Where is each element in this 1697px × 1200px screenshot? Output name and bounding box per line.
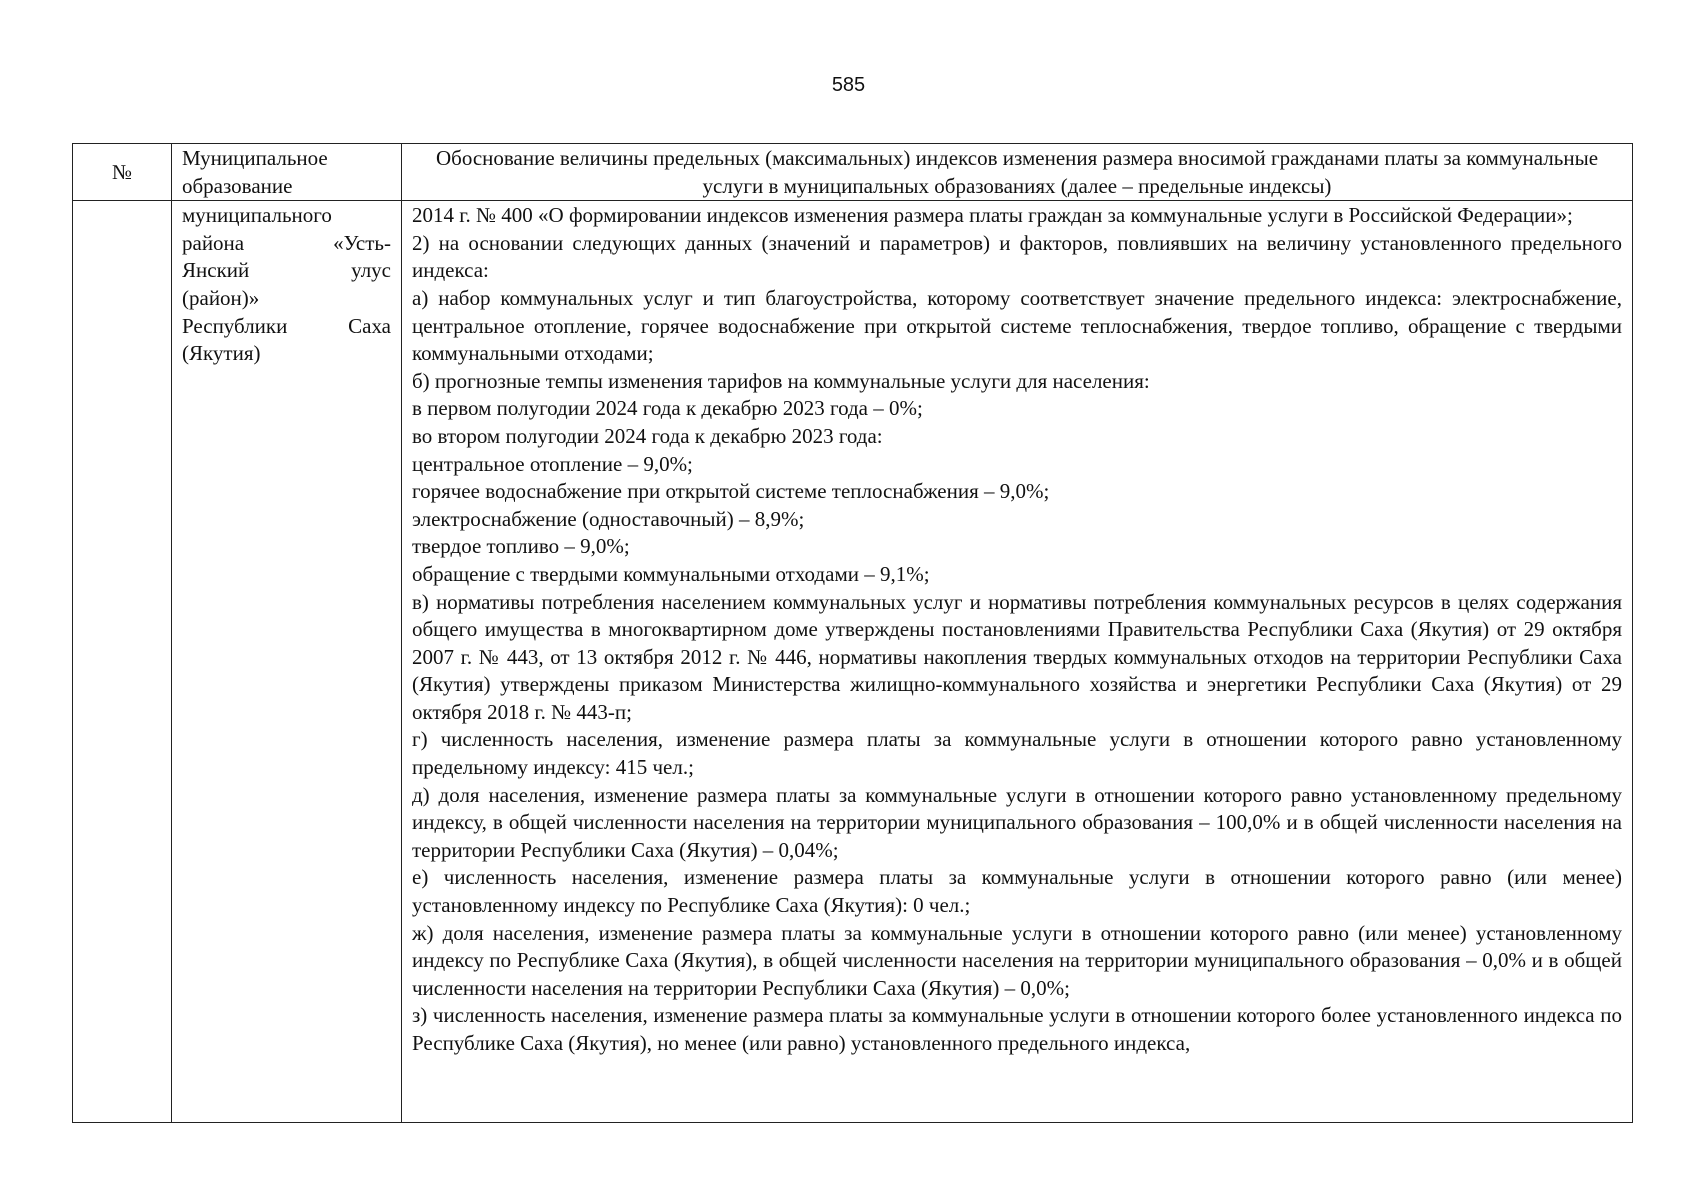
municipality-line: Республики Саха	[182, 313, 391, 338]
table-row	[73, 201, 1633, 1123]
header-municipality: Муниципальное образование	[172, 144, 402, 201]
basis-paragraph: во втором полугодии 2024 года к декабрю 2023 года:	[412, 423, 883, 448]
basis-paragraph: электроснабжение (одноставочный) – 8,9%;	[412, 506, 805, 531]
basis-paragraph: твердое топливо – 9,0%;	[412, 534, 630, 559]
indices-table	[72, 143, 1633, 1123]
municipality-line: района «Усть-	[182, 230, 391, 255]
basis-paragraph: е) численность населения, изменение размера платы за коммунальные услуги в отношении которого равно (или менее) установленному индексу по Республике Саха (Якутия): 0 чел.;	[412, 865, 1622, 918]
basis-paragraph: 2) на основании следующих данных (значений и параметров) и факторов, повлиявших на величину установленного предельного индекса:	[412, 230, 1622, 283]
basis-paragraph: ж) доля населения, изменение размера платы за коммунальные услуги в отношении которого равно (или менее) установленному индексу по Республике Саха (Якутия), в общей численности населения на территории муниципального образования – 0,0% и в общей численности населения на территории Республики Саха (Якутия) – 0,0%;	[412, 920, 1622, 1000]
basis-paragraph: б) прогнозные темпы изменения тарифов на коммунальные услуги для населения:	[412, 368, 1150, 393]
basis-cell	[402, 201, 1633, 1123]
municipality-line: муниципального	[182, 203, 332, 228]
page-number: 585	[831, 74, 866, 96]
basis-paragraph: в) нормативы потребления населением коммунальных услуг и нормативы потребления коммунальных ресурсов в целях содержания общего имущества в многоквартирном доме утверждены постановлениями Правительства Республики Саха (Якутия) от 29 октября 2007 г. № 443, от 13 октября 2012 г. № 446, нормативы накопления твердых коммунальных отходов на территории Республики Саха (Якутия) утверждены приказом Министерства жилищно-коммунального хозяйства и энергетики Республики Саха (Якутия) от 29 октября 2018 г. № 443-п;	[412, 589, 1622, 724]
header-number: №	[73, 144, 172, 201]
basis-paragraph: обращение с твердыми коммунальными отходами – 9,1%;	[412, 561, 930, 586]
municipality-cell	[172, 201, 402, 1123]
table-header-row	[73, 144, 1633, 201]
municipality-line: (район)»	[182, 285, 260, 310]
basis-paragraph: в первом полугодии 2024 года к декабрю 2023 года – 0%;	[412, 396, 923, 421]
basis-paragraph: горячее водоснабжение при открытой системе теплоснабжения – 9,0%;	[412, 479, 1050, 504]
basis-paragraph: г) численность населения, изменение размера платы за коммунальные услуги в отношении которого равно установленному предельному индексу: 415 чел.;	[412, 727, 1622, 780]
basis-paragraph: центральное отопление – 9,0%;	[412, 451, 693, 476]
basis-paragraph: з) численность населения, изменение размера платы за коммунальные услуги в отношении которого более установленного индекса по Республике Саха (Якутия), но менее (или равно) установленного предельного индекса,	[412, 1003, 1622, 1055]
basis-paragraph: 2014 г. № 400 «О формировании индексов изменения размера платы граждан за коммунальные услуги в Российской Федерации»;	[412, 203, 1573, 228]
row-number-cell	[73, 201, 172, 1123]
header-basis: Обоснование величины предельных (максимальных) индексов изменения размера вносимой гражданами платы за коммунальные услуги в муниципальных образованиях (далее – предельные индексы)	[402, 144, 1633, 201]
municipality-line: Янский улус	[182, 258, 391, 283]
basis-paragraph: д) доля населения, изменение размера платы за коммунальные услуги в отношении которого равно установленному предельному индексу, в общей численности населения на территории муниципального образования – 100,0% и в общей численности населения на территории Республики Саха (Якутия) – 0,04%;	[412, 782, 1622, 862]
municipality-line: (Якутия)	[182, 341, 261, 366]
basis-paragraph: а) набор коммунальных услуг и тип благоустройства, которому соответствует значение предельного индекса: электроснабжение, центральное отопление, горячее водоснабжение при открытой системе теплоснабжения, твердое топливо, обращение с твердыми коммунальными отходами;	[412, 285, 1622, 366]
